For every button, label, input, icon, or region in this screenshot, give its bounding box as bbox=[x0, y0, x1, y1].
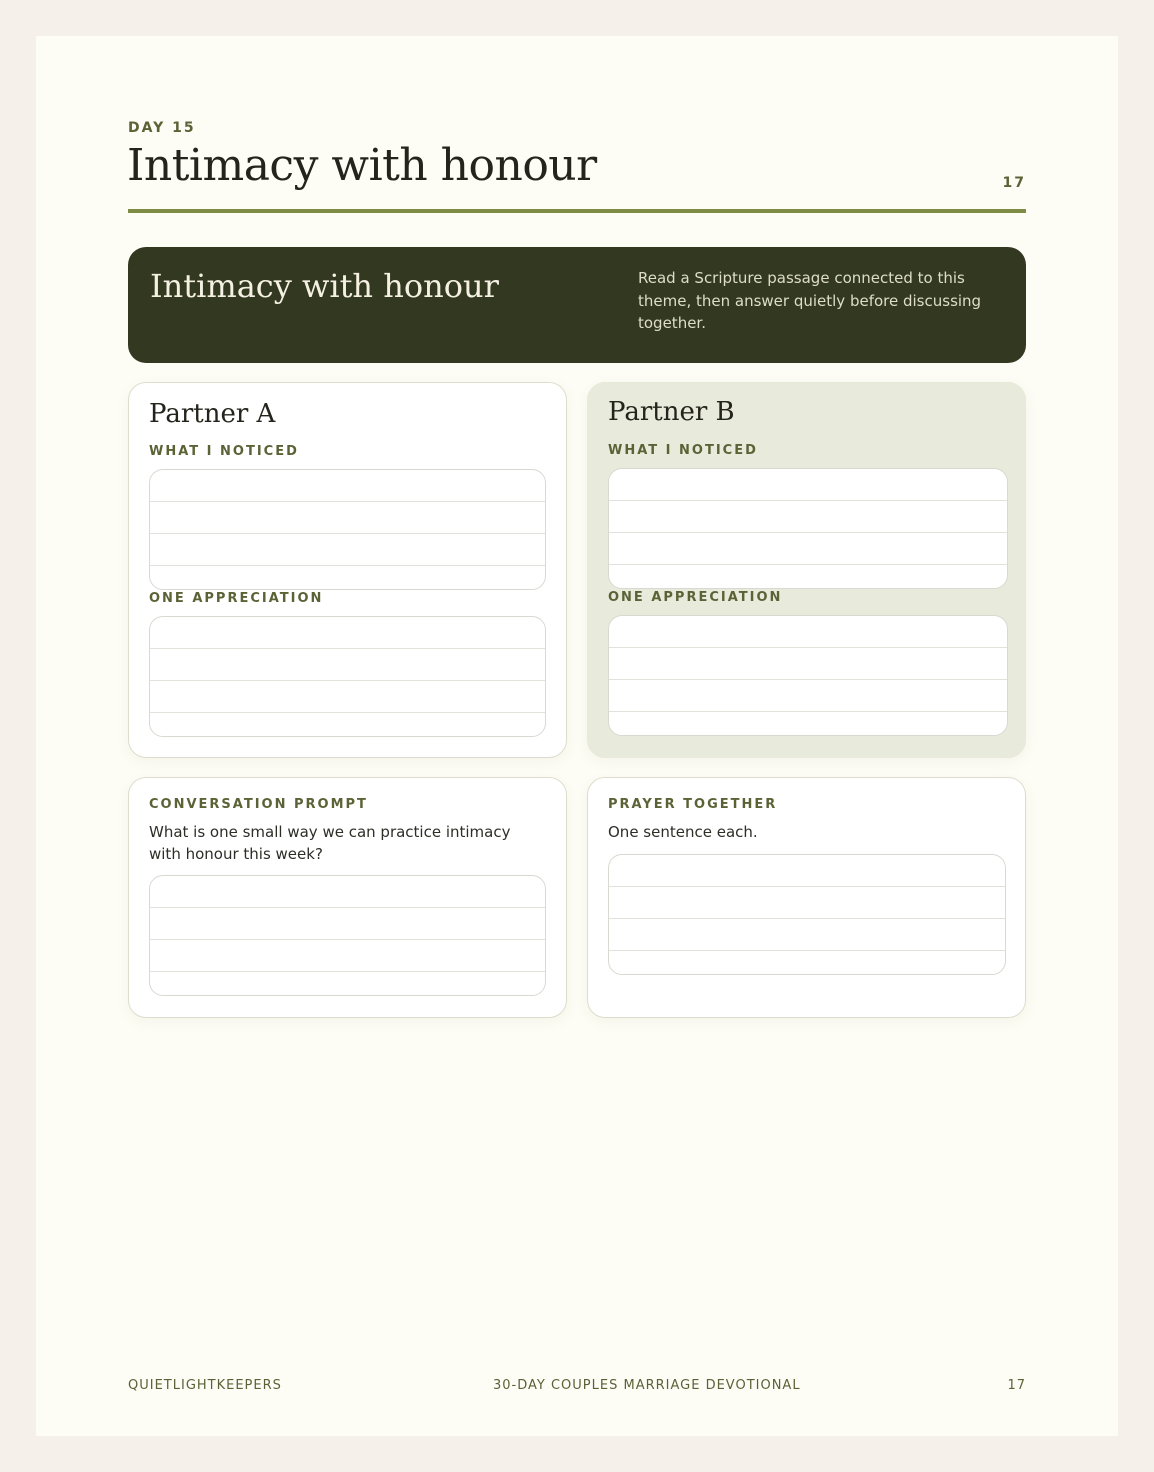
partner-a-card bbox=[128, 382, 567, 758]
theme-banner bbox=[128, 247, 1026, 363]
partner-a-noticed-field[interactable] bbox=[149, 469, 546, 590]
conversation-label: CONVERSATION PROMPT bbox=[149, 797, 368, 812]
partner-b-card bbox=[587, 382, 1026, 758]
prayer-text: One sentence each. bbox=[608, 823, 758, 841]
prayer-label: PRAYER TOGETHER bbox=[608, 797, 778, 812]
footer-page-number: 17 bbox=[1007, 1378, 1026, 1393]
partner-a-noticed-label: WHAT I NOTICED bbox=[149, 444, 299, 459]
partner-a-appreciation-label: ONE APPRECIATION bbox=[149, 591, 324, 606]
page-title: Intimacy with honour bbox=[127, 140, 597, 191]
partner-b-appreciation-field[interactable] bbox=[608, 615, 1008, 736]
conversation-card bbox=[128, 777, 567, 1018]
partner-a-appreciation-field[interactable] bbox=[149, 616, 546, 737]
page-number-top: 17 bbox=[1002, 175, 1026, 191]
partner-b-noticed-field[interactable] bbox=[608, 468, 1008, 589]
devotional-page bbox=[36, 36, 1118, 1436]
title-rule bbox=[128, 209, 1026, 213]
banner-instructions: Read a Scripture passage connected to this theme, then answer quietly before discussing together. bbox=[638, 269, 982, 332]
footer-series: 30-DAY COUPLES MARRIAGE DEVOTIONAL bbox=[493, 1378, 801, 1393]
prayer-answer-field[interactable] bbox=[608, 854, 1006, 975]
banner-title: Intimacy with honour bbox=[150, 267, 499, 305]
partner-a-title: Partner A bbox=[149, 399, 276, 429]
conversation-prompt-text: What is one small way we can practice intimacy with honour this week? bbox=[149, 823, 511, 863]
footer-brand: QUIETLIGHTKEEPERS bbox=[128, 1378, 282, 1393]
prayer-card bbox=[587, 777, 1026, 1018]
partner-b-appreciation-label: ONE APPRECIATION bbox=[608, 590, 783, 605]
day-label: DAY 15 bbox=[128, 120, 196, 136]
partner-b-noticed-label: WHAT I NOTICED bbox=[608, 443, 758, 458]
partner-b-title: Partner B bbox=[608, 397, 735, 427]
conversation-answer-field[interactable] bbox=[149, 875, 546, 996]
